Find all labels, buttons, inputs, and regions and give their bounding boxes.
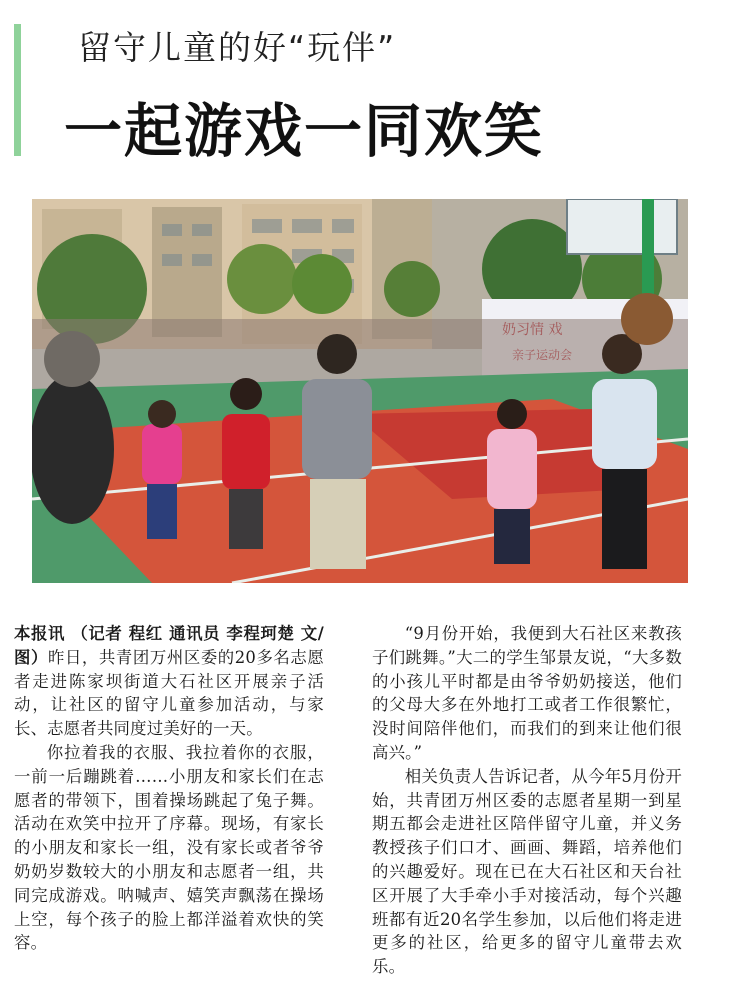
paragraph: 你拉着我的衣服、我拉着你的衣服，一前一后蹦跳着……小朋友和家长们在志愿者的带领下，围着操场跳起了兔子舞。活动在欢笑中拉开了序幕。现场，有家长的小朋友和家长一组，没有家长或者爷爷奶奶岁数较大的小朋友和志愿者一组，共同完成游戏。呐喊声、嬉笑声飘荡在操场上空，每个孩子的脸上都洋溢着欢快的笑容。 [14, 742, 324, 953]
article-left-column [14, 622, 324, 955]
news-photo [32, 199, 688, 583]
paragraph: “9月份开始，我便到大石社区来教孩子们跳舞。”大二的学生邹景友说，“大多数的小孩儿平时都是由爷爷奶奶接送，他们的父母大多在外地打工或者工作很繁忙，没时间陪伴他们，而我们的到来让他们很高兴。” [372, 624, 682, 762]
byline: 本报讯 （记者 程红 通讯员 李程珂楚 文/图） [14, 624, 324, 667]
paragraph: 相关负责人告诉记者，从今年5月份开始，共青团万州区委的志愿者星期一到星期五都会走进社区陪伴留守儿童，并义务教授孩子们口才、画画、舞蹈，培养他们的兴趣爱好。现在已在大石社区和天台社区开展了大手牵小手对接活动，每个兴趣班都有近20名学生参加，以后他们将走进更多的社区，给更多的留守儿童带去欢乐。 [372, 766, 682, 977]
article-right-column [372, 622, 682, 979]
article-subtitle: 留守儿童的好“玩伴” [78, 28, 397, 67]
article-title: 一起游戏一同欢笑 [64, 97, 545, 165]
paragraph: 本报讯 （记者 程红 通讯员 李程珂楚 文/图）昨日，共青团万州区委的20多名志愿者走进陈家坝街道大石社区开展亲子活动，让社区的留守儿童参加活动，与家长、志愿者共同度过美好的一天。 [14, 624, 324, 739]
accent-bar [14, 24, 21, 156]
photo-illustration [32, 199, 688, 583]
